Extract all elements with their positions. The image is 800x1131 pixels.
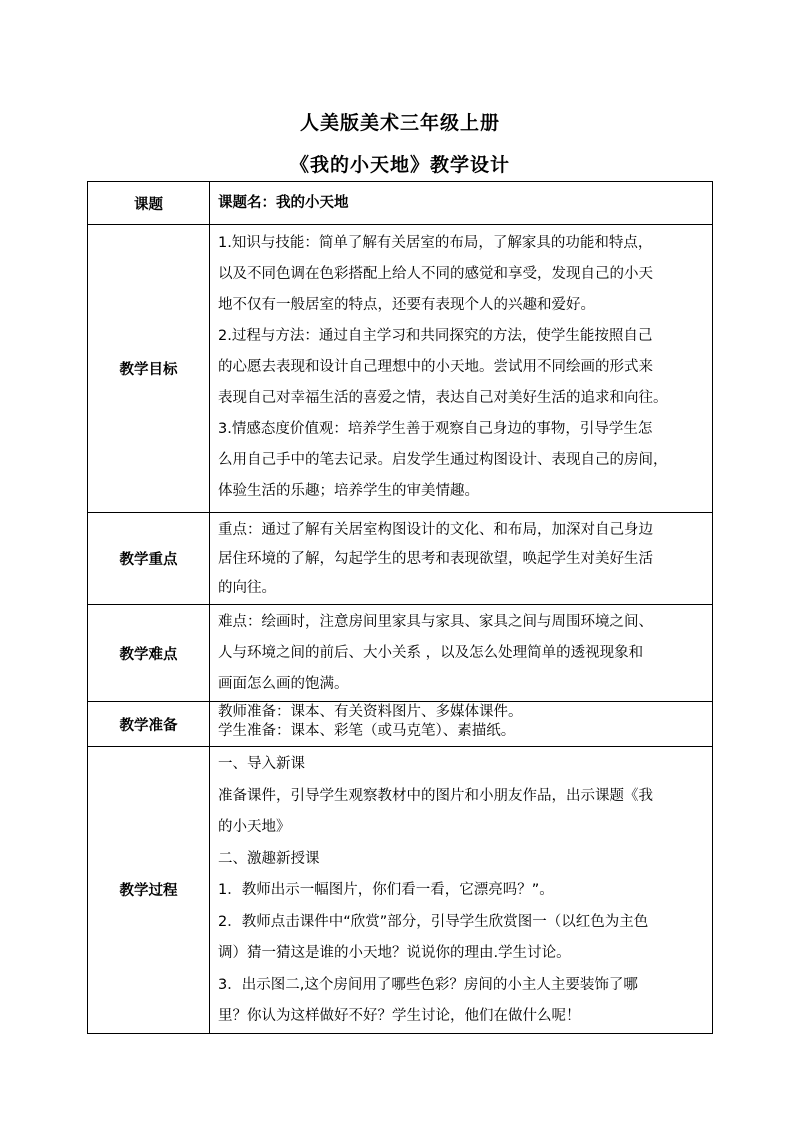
goals-line: 的心愿去表现和设计自己理想中的小天地。尝试用不同绘画的形式来 — [218, 359, 653, 375]
goals-line: 2.过程与方法：通过自主学习和共同探究的方法，使学生能按照自己 — [218, 328, 653, 344]
lesson-title: 《我的小天地》教学设计 — [289, 154, 510, 176]
process-line: 里？你认为这样做好不好？学生讨论，他们在做什么呢！ — [218, 1008, 581, 1024]
table-row-process — [88, 747, 713, 1034]
process-content — [210, 747, 713, 1034]
lesson-plan-table — [87, 181, 713, 1034]
goals-line: 3.情感态度价值观：培养学生善于观察自己身边的事物，引导学生怎 — [218, 421, 653, 437]
goals-line: 地不仅有一般居室的特点，还要有表现个人的兴趣和爱好。 — [218, 297, 595, 313]
row-label-difficulties: 教学难点 — [88, 605, 210, 702]
key-points-content — [210, 513, 713, 605]
document-title: 人美版美术三年级上册 — [299, 112, 500, 134]
key-points-line: 居住环境的了解，勾起学生的思考和表现欲望，唤起学生对美好生活 — [218, 551, 653, 567]
difficulties-line: 人与环境之间的前后、大小关系 ，以及怎么处理简单的透视现象和 — [218, 645, 644, 661]
process-line: 一、导入新课 — [218, 756, 305, 772]
key-points-line: 的向往。 — [218, 580, 276, 596]
difficulties-line: 难点：绘画时，注意房间里家具与家具、家具之间与周围环境之间、 — [218, 614, 653, 630]
difficulties-content — [210, 605, 713, 702]
preparation-line: 教师准备：课本、有关资料图片、多媒体课件。 — [218, 704, 523, 720]
row-label-process: 教学过程 — [88, 747, 210, 1034]
process-line: 的小天地》 — [218, 819, 291, 835]
table-row-key-points — [88, 513, 713, 605]
goals-line: 1.知识与技能：简单了解有关居室的布局，了解家具的功能和特点， — [218, 235, 653, 251]
goals-line: 么用自己手中的笔去记录。启发学生通过构图设计、表现自己的房间， — [218, 452, 668, 468]
row-label-goals: 教学目标 — [88, 225, 210, 513]
process-line: 1．教师出示一幅图片，你们看一看，它漂亮吗？”。 — [218, 882, 554, 898]
process-line: 二、激趣新授课 — [218, 850, 320, 867]
goals-content — [210, 225, 713, 513]
row-label-topic: 课题 — [88, 182, 210, 225]
process-line: 准备课件，引导学生观察教材中的图片和小朋友作品，出示课题《我 — [218, 787, 653, 804]
goals-line: 体验生活的乐趣；培养学生的审美情趣。 — [218, 483, 479, 499]
table-row-goals — [88, 225, 713, 513]
preparation-content — [210, 702, 713, 747]
key-points-line: 重点：通过了解有关居室构图设计的文化、和布局，加深对自己身边 — [218, 522, 653, 538]
row-label-preparation: 教学准备 — [88, 702, 210, 747]
process-line: 2．教师点击课件中“欣赏”部分，引导学生欣赏图一（以红色为主色 — [218, 913, 649, 930]
difficulties-line: 画面怎么画的饱满。 — [218, 676, 349, 692]
table-row-preparation — [88, 702, 713, 747]
table-row-topic — [88, 182, 713, 225]
goals-line: 表现自己对幸福生活的喜爱之情，表达自己对美好生活的追求和向往。 — [218, 390, 668, 406]
goals-line: 以及不同色调在色彩搭配上给人不同的感觉和享受，发现自己的小天 — [218, 266, 653, 282]
topic-content: 课题名：我的小天地 — [210, 182, 713, 225]
preparation-line: 学生准备：课本、彩笔（或马克笔）、素描纸。 — [218, 723, 516, 739]
process-line: 3．出示图二,这个房间用了哪些色彩？房间的小主人主要装饰了哪 — [218, 976, 638, 993]
row-label-key-points: 教学重点 — [88, 513, 210, 605]
process-line: 调）猜一猜这是谁的小天地？说说你的理由.学生讨论。 — [218, 945, 571, 961]
table-row-difficulties — [88, 605, 713, 702]
